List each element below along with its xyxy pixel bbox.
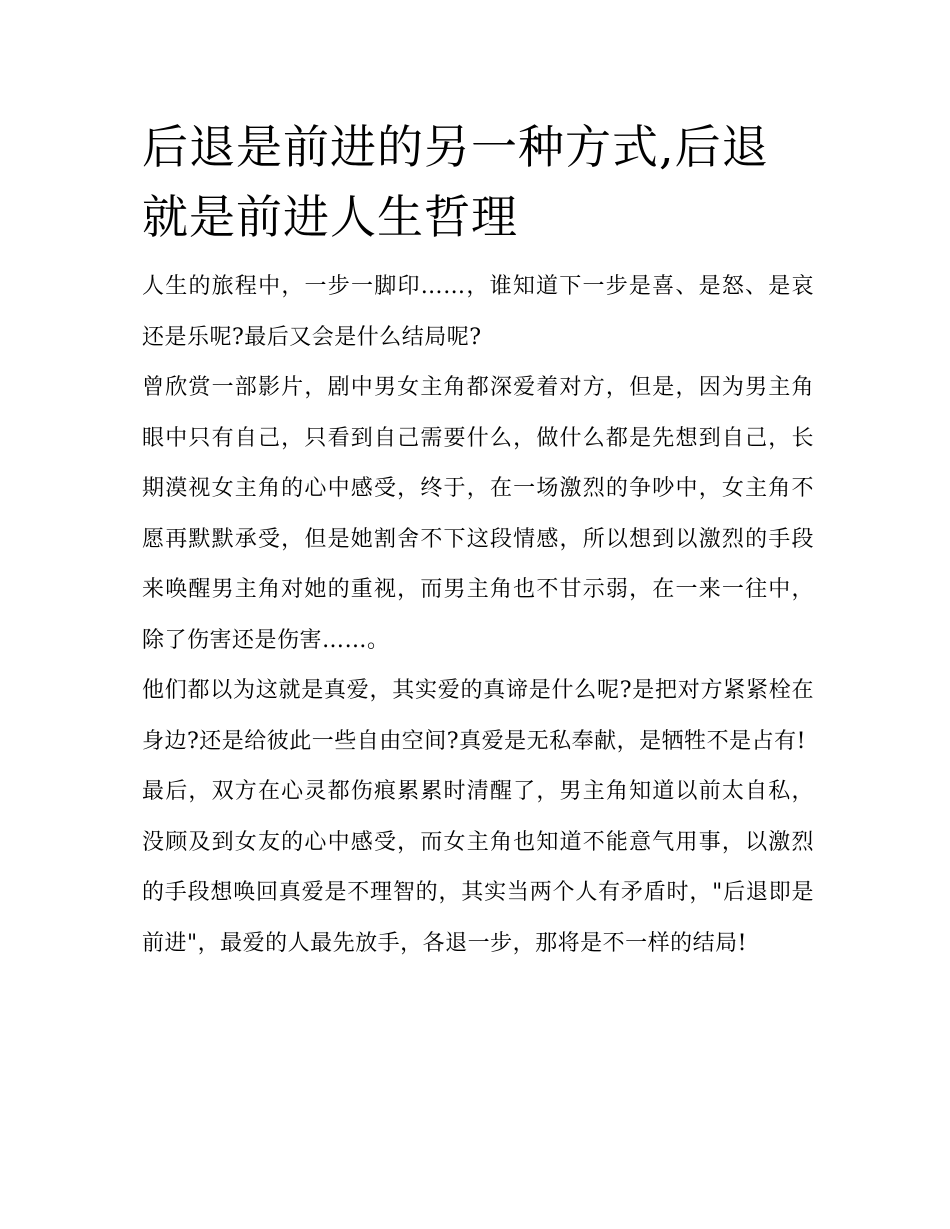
document-title: 后退是前进的另一种方式,后退就是前进人生哲理 bbox=[142, 120, 769, 244]
paragraph-3: 他们都以为这就是真爱，其实爱的真谛是什么呢?是把对方紧紧栓在身边?还是给彼此一些自由空间?真爱是无私奉献，是牺牲不是占有! bbox=[142, 678, 814, 754]
document-page bbox=[142, 112, 814, 969]
paragraph-1: 人生的旅程中，一步一脚印……，谁知道下一步是喜、是怒、是哀还是乐呢?最后又会是什么结局呢? bbox=[142, 274, 814, 350]
paragraph-4: 最后，双方在心灵都伤痕累累时清醒了，男主角知道以前太自私，没顾及到女友的心中感受，而女主角也知道不能意气用事，以激烈的手段想唤回真爱是不理智的，其实当两个人有矛盾时，"后退即是前进"，最爱的人最先放手，各退一步，那将是不一样的结局! bbox=[142, 779, 814, 956]
paragraph-2: 曾欣赏一部影片，剧中男女主角都深爱着对方，但是，因为男主角眼中只有自己，只看到自己需要什么，做什么都是先想到自己，长期漠视女主角的心中感受，终于，在一场激烈的争吵中，女主角不愿再默默承受，但是她割舍不下这段情感，所以想到以激烈的手段来唤醒男主角对她的重视，而男主角也不甘示弱，在一来一往中，除了伤害还是伤害……。 bbox=[142, 375, 814, 653]
